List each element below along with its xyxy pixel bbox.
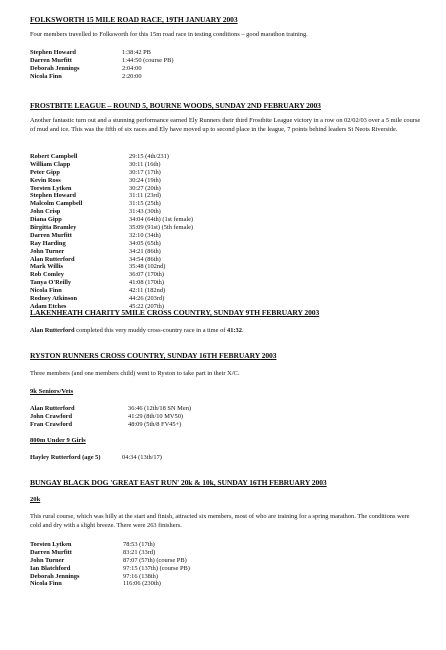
runner-name: Fran Crawford — [30, 420, 73, 428]
runner-name: Deborah Jennings — [30, 64, 80, 72]
runner-name: Kevin Ross — [30, 176, 61, 184]
result-row — [30, 177, 430, 185]
runner-name: John Turner — [30, 556, 65, 564]
frostbite-results — [30, 153, 430, 311]
runner-time: 36:07 (170th) — [129, 271, 164, 279]
lakenheath-desc: completed this very muddy cross-country race in a time of — [74, 327, 228, 334]
runner-name: Hayley Rutterford (age 5) — [30, 454, 101, 461]
runner-time: 97:16 (138th) — [123, 572, 158, 580]
runner-time: 30:27 (20th) — [129, 184, 161, 192]
runner-time: 30:24 (19th) — [129, 176, 161, 184]
runner-name: Ray Harding — [30, 239, 66, 247]
result-row — [30, 200, 430, 208]
bungay-results — [30, 541, 430, 588]
runner-time: 29:15 (4th/231) — [129, 153, 169, 160]
bungay-20k-subheading: 20k — [30, 496, 41, 503]
runner-name: Torsten Lytken — [30, 541, 72, 548]
runner-time: 32:10 (34th) — [129, 231, 161, 239]
runner-time: 35:48 (102nd) — [129, 263, 166, 271]
runner-time: 116:06 (230th) — [123, 580, 161, 588]
result-row — [30, 232, 430, 240]
runner-time: 83:21 (33rd) — [123, 548, 156, 556]
frostbite-intro: Another fantastic turn out and a stunning performance earned Ely Runners their third Frostbite League victory in a row on 02/02/03 over a 5 mile course of mud and ice. This was the fifth of six races and Ely have moved up to second place in the league, 7 points behind leaders St Neots Riverside. — [30, 117, 421, 134]
runner-time: 04:34 (13th/17) — [122, 454, 162, 461]
result-row — [30, 57, 430, 65]
runner-time: 45:22 (207th) — [129, 302, 164, 310]
runner-time: 34:54 (86th) — [129, 255, 161, 263]
runner-name: Nicola Finn — [30, 287, 62, 295]
result-row — [30, 169, 430, 177]
runner-name: Mark Willis — [30, 263, 63, 271]
result-row — [30, 271, 430, 279]
runner-name: Deborah Jennings — [30, 572, 80, 580]
result-row — [30, 421, 430, 429]
runner-name: John Crisp — [30, 208, 61, 216]
result-row — [30, 185, 430, 193]
runner-name: John Turner — [30, 247, 65, 255]
runner-name: Nicola Finn — [30, 580, 62, 588]
result-row — [30, 224, 430, 232]
runner-name: Diana Gipp — [30, 216, 62, 224]
runner-name: William Clapp — [30, 160, 71, 168]
result-row — [30, 454, 430, 462]
result-row — [30, 153, 430, 161]
runner-name: Darren Murfitt — [30, 548, 72, 556]
result-row — [30, 216, 430, 224]
result-row — [30, 405, 430, 413]
runner-time: 42:11 (182nd) — [129, 287, 166, 295]
folksworth-intro: Four members travelled to Folksworth for this 15m road race in testing conditions – good marathon training. — [30, 31, 308, 38]
runner-time: 36:46 (12th/18 SN Men) — [128, 405, 192, 412]
runner-name: Adam Etches — [30, 302, 67, 310]
runner-time: 30:17 (17th) — [129, 168, 161, 176]
runner-time: 30:11 (16th) — [129, 160, 161, 168]
lakenheath-heading: LAKENHEATH CHARITY 5MILE CROSS COUNTRY, SUNDAY 9TH FEBRUARY 2003 — [30, 308, 320, 317]
ryston-seniors-subheading: 9k Seniors/Vets — [30, 388, 74, 395]
ryston-girls-subheading: 800m Under 9 Girls — [30, 437, 86, 444]
runner-name: Darren Murfitt — [30, 231, 72, 239]
runner-name: Robert Campbell — [30, 153, 78, 160]
runner-name: Malcolm Campbell — [30, 200, 83, 208]
result-row — [30, 287, 430, 295]
runner-time: 1:38:42 PB — [122, 49, 151, 56]
runner-name: Alan Rutterford — [30, 255, 75, 263]
runner-time: 41:29 (8th/10 MV50) — [128, 412, 184, 420]
folksworth-results — [30, 49, 430, 81]
runner-time: 44:26 (203rd) — [129, 295, 165, 303]
runner-time: 87:07 (57th) (course PB) — [123, 556, 187, 564]
runner-name: Darren Murfitt — [30, 56, 72, 64]
runner-name: Ian Blatchford — [30, 564, 71, 572]
runner-name: Nicola Finn — [30, 72, 62, 80]
runner-name: Torsten Lytken — [30, 184, 72, 192]
result-row — [30, 573, 430, 581]
result-row — [30, 541, 430, 549]
result-row — [30, 279, 430, 287]
result-row — [30, 248, 430, 256]
runner-name: Peter Gipp — [30, 168, 60, 176]
result-row — [30, 580, 430, 588]
runner-time: 48:09 (5th/8 FV45+) — [128, 420, 182, 428]
ryston-heading: RYSTON RUNNERS CROSS COUNTRY, SUNDAY 16TH FEBRUARY 2003 — [30, 351, 277, 360]
runner-name: Alan Rutterford — [30, 405, 75, 412]
runner-name: Rob Comley — [30, 271, 64, 279]
runner-time: 2:04:00 — [122, 64, 142, 72]
result-row — [30, 413, 430, 421]
result-row — [30, 565, 430, 573]
result-row — [30, 557, 430, 565]
ryston-seniors-results — [30, 405, 430, 429]
runner-time: 34:21 (86th) — [129, 247, 161, 255]
frostbite-heading: FROSTBITE LEAGUE – ROUND 5, BOURNE WOODS, SUNDAY 2ND FEBRUARY 2003 — [30, 101, 321, 110]
runner-time: 35:09 (91st) (5th female) — [129, 224, 194, 232]
lakenheath-text — [30, 326, 422, 335]
runner-name: John Crawford — [30, 412, 73, 420]
runner-time: 2:20:00 — [122, 72, 142, 80]
bungay-heading: BUNGAY BLACK DOG 'GREAT EAST RUN' 20k & 10k, SUNDAY 16TH FEBRUARY 2003 — [30, 478, 327, 487]
runner-time: 78:53 (17th) — [123, 541, 155, 548]
lakenheath-runner: Alan Rutterford — [30, 327, 75, 334]
runner-name: Stephen Howard — [30, 192, 76, 200]
runner-time: 31:15 (25th) — [129, 200, 161, 208]
result-row — [30, 208, 430, 216]
runner-name: Tanya O'Reilly — [30, 279, 72, 287]
runner-name: Birgitta Bramley — [30, 224, 77, 232]
ryston-girls-results — [30, 454, 430, 462]
lakenheath-time: 41:32 — [227, 327, 242, 334]
runner-time: 34:05 (65th) — [129, 239, 161, 247]
runner-name: Rodney Atkinson — [30, 295, 78, 303]
runner-time: 34:04 (64th) (1st female) — [129, 216, 194, 224]
runner-time: 31:11 (23rd) — [129, 192, 161, 200]
runner-name: Stephen Howard — [30, 49, 76, 56]
ryston-intro: Three members (and one members child) went to Ryston to take part in their X/C. — [30, 370, 240, 377]
result-row — [30, 49, 430, 57]
runner-time: 41:08 (170th) — [129, 279, 164, 287]
result-row — [30, 256, 430, 264]
runner-time: 1:44:50 (course PB) — [122, 56, 174, 64]
result-row — [30, 192, 430, 200]
runner-time: 31:43 (30th) — [129, 208, 161, 216]
result-row — [30, 161, 430, 169]
folksworth-heading: FOLKSWORTH 15 MILE ROAD RACE, 19TH JANUARY 2003 — [30, 15, 238, 24]
runner-time: 97:15 (137th) (course PB) — [123, 564, 190, 572]
bungay-intro: This rural course, which was hilly at the start and finish, attracted six members, most of who are training for a spring marathon. The conditions were cold and dry with a slight breeze. There were 263 finishers. — [30, 513, 410, 530]
result-row — [30, 549, 430, 557]
result-row — [30, 263, 430, 271]
lakenheath-end: . — [241, 327, 244, 334]
result-row — [30, 65, 430, 73]
result-row — [30, 295, 430, 303]
result-row — [30, 73, 430, 81]
result-row — [30, 240, 430, 248]
